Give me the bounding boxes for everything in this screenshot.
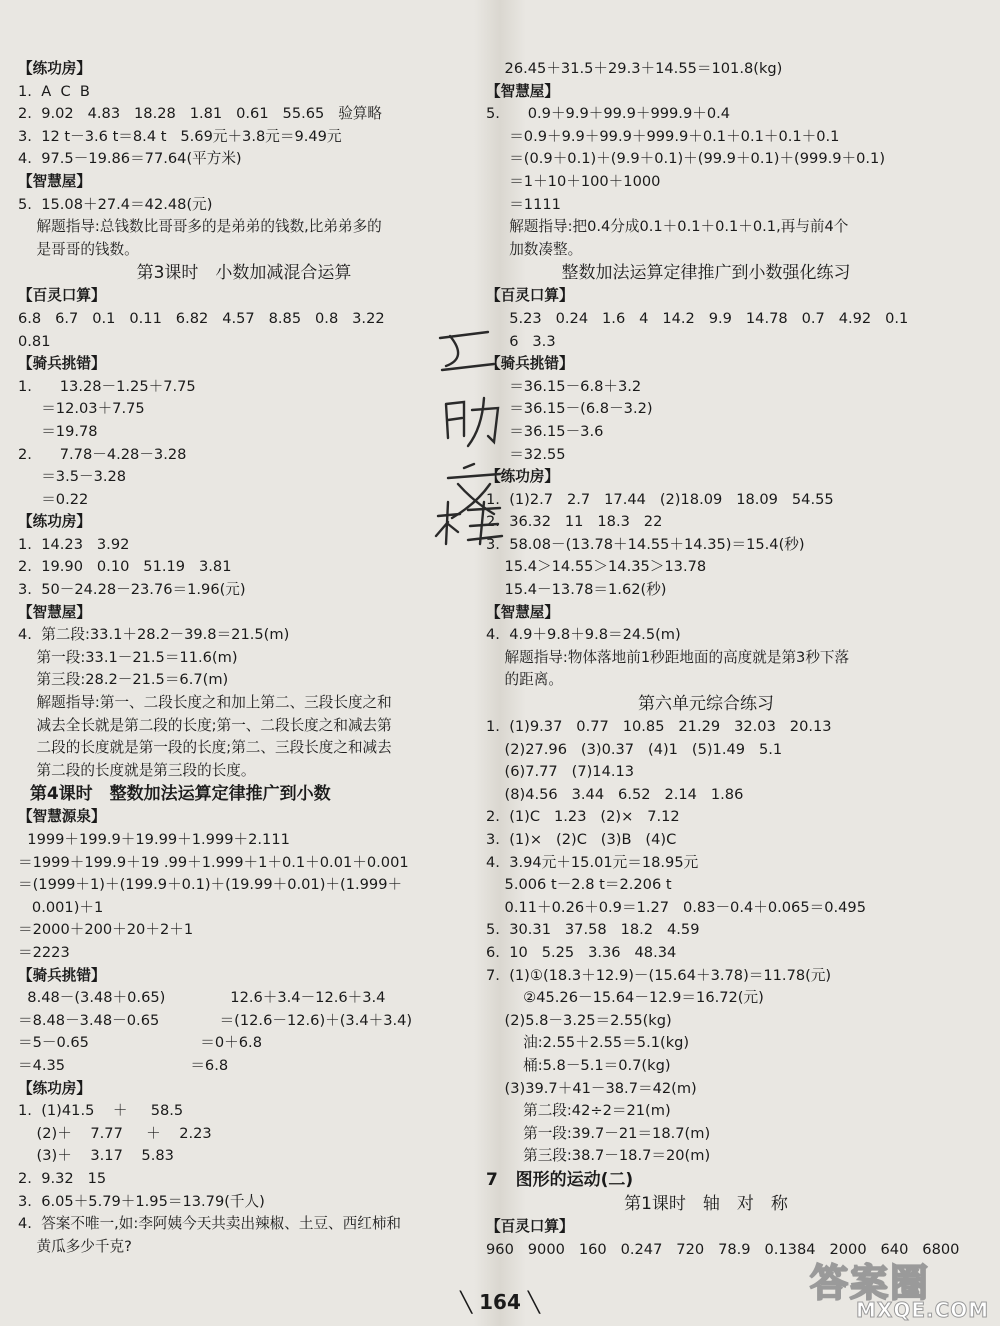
text-line: ＝1＋10＋100＋1000 (486, 172, 661, 190)
text-line: 的距离。 (486, 671, 563, 689)
text-line: ＝0.9＋9.9＋99.9＋999.9＋0.1＋0.1＋0.1＋0.1 (486, 127, 840, 145)
lesson-title: 第1课时 轴 对 称 (624, 1193, 788, 1214)
section-heading: 【练功房】 (486, 468, 559, 486)
text-line: 解题指导:把0.4分成0.1＋0.1＋0.1＋0.1,再与前4个 (486, 218, 849, 236)
section-heading: 【百灵口算】 (486, 287, 574, 305)
text-line: 3. 50－24.28－23.76＝1.96(元) (18, 581, 246, 599)
lesson-title: 7 图形的运动(二) (486, 1169, 634, 1190)
text-line: ＝3.5－3.28 (18, 468, 127, 486)
text-line: 第二段:42÷2＝21(m) (486, 1102, 671, 1120)
text-line: 第三段:38.7－18.7＝20(m) (486, 1147, 711, 1165)
text-line: 5. 30.31 37.58 18.2 4.59 (486, 921, 700, 939)
text-line: 3. 12 t－3.6 t＝8.4 t 5.69元＋3.8元＝9.49元 (18, 127, 342, 145)
section-heading: 【智慧屋】 (18, 172, 91, 190)
text-line: 960 9000 160 0.247 720 78.9 0.1384 2000 640 6800 (486, 1240, 960, 1258)
text-line: 解题指导:总钱数比哥哥多的是弟弟的钱数,比弟弟多的 (18, 218, 382, 236)
section-heading: 【智慧屋】 (486, 603, 559, 621)
text-line: ＝32.55 (486, 445, 566, 463)
text-line: 5. 0.9＋9.9＋99.9＋999.9＋0.4 (486, 105, 731, 123)
page-number: ╲ 164 ╲ (460, 1290, 540, 1314)
text-line: 5.23 0.24 1.6 4 14.2 9.9 14.78 0.7 4.92 0.1 (486, 309, 909, 327)
text-line: 3. 58.08－(13.78＋14.55＋14.35)＝15.4(秒) (486, 535, 805, 553)
text-line: 油:2.55＋2.55＝5.1(kg) (486, 1034, 690, 1052)
text-line: ＝5－0.65 ＝0＋6.8 (18, 1034, 262, 1052)
text-line: ＝(1999＋1)＋(199.9＋0.1)＋(19.99＋0.01)＋(1.999＋ (18, 876, 403, 894)
text-line: 1. A C B (18, 82, 90, 100)
text-line: 6. 10 5.25 3.36 48.34 (486, 943, 677, 961)
text-line: (6)7.77 (7)14.13 (486, 763, 635, 781)
text-line: ＝4.35 ＝6.8 (18, 1056, 229, 1074)
section-heading: 【智慧屋】 (18, 603, 91, 621)
text-line: 第一段:39.7－21＝18.7(m) (486, 1124, 711, 1142)
text-line: 加数凑整。 (486, 240, 583, 258)
text-line: 4. 4.9＋9.8＋9.8＝24.5(m) (486, 626, 681, 644)
text-line: (2)＋ 7.77 ＋ 2.23 (18, 1124, 212, 1142)
section-heading: 【骑兵挑错】 (18, 355, 106, 373)
text-line: (2)27.96 (3)0.37 (4)1 (5)1.49 5.1 (486, 740, 783, 758)
text-line: 15.4－13.78＝1.62(秒) (486, 581, 667, 599)
text-line: ＝(0.9＋0.1)＋(9.9＋0.1)＋(99.9＋0.1)＋(999.9＋0.1) (486, 150, 886, 168)
text-line: 1. (1)2.7 2.7 17.44 (2)18.09 18.09 54.55 (486, 490, 834, 508)
section-heading: 【智慧屋】 (486, 82, 559, 100)
text-line: 5.006 t－2.8 t＝2.206 t (486, 876, 672, 894)
text-line: 4. 3.94元＋15.01元＝18.95元 (486, 853, 699, 871)
section-heading: 【骑兵挑错】 (18, 966, 106, 984)
text-line: ＝36.15－6.8＋3.2 (486, 377, 642, 395)
text-line: 2. 9.02 4.83 18.28 1.81 0.61 55.65 验算略 (18, 105, 383, 123)
section-heading: 【练功房】 (18, 60, 91, 77)
text-line: 2. 36.32 11 18.3 22 (486, 513, 663, 531)
text-line: 5. 15.08＋27.4＝42.48(元) (18, 195, 213, 213)
text-line: ＝2223 (18, 943, 70, 961)
site-watermark (810, 1252, 996, 1324)
text-line: 3. 6.05＋5.79＋1.95＝13.79(千人) (18, 1192, 265, 1210)
text-line: ＝19.78 (18, 422, 98, 440)
text-line: 解题指导:第一、二段长度之和加上第二、三段长度之和 (18, 694, 392, 712)
text-line: 4. 97.5－19.86＝77.64(平方米) (18, 150, 242, 168)
text-line: 7. (1)①(18.3＋12.9)－(15.64＋3.78)＝11.78(元) (486, 966, 832, 984)
section-heading: 【百灵口算】 (486, 1217, 574, 1235)
text-line: 第二段的长度就是第三段的长度。 (18, 761, 256, 779)
text-line: 第三段:28.2－21.5＝6.7(m) (18, 671, 229, 689)
watermark-domain: MXQE.COM (856, 1298, 990, 1322)
text-line: ＝8.48－3.48－0.65 ＝(12.6－12.6)＋(3.4＋3.4) (18, 1011, 413, 1029)
text-line: (8)4.56 3.44 6.52 2.14 1.86 (486, 785, 744, 803)
watermark-logo-text: 答案圈 (810, 1261, 931, 1305)
handwritten-annotation (428, 318, 518, 548)
lesson-title: 第六单元综合练习 (638, 694, 774, 715)
text-line: 3. (1)× (2)C (3)B (4)C (486, 831, 677, 848)
text-line: ＝12.03＋7.75 (18, 400, 145, 418)
lesson-title: 第3课时 小数加减混合运算 (136, 263, 352, 284)
text-line: ＝2000＋200＋20＋2＋1 (18, 921, 194, 939)
text-line: 是哥哥的钱数。 (18, 240, 139, 258)
text-line: ②45.26－15.64－12.9＝16.72(元) (486, 989, 764, 1007)
left-column (18, 58, 470, 1258)
text-line: 2. 7.78－4.28－3.28 (18, 445, 187, 463)
text-line: ＝0.22 (18, 490, 89, 508)
text-line: 1. (1)41.5 ＋ 58.5 (18, 1102, 184, 1120)
text-line: 0.81 (18, 332, 51, 350)
text-line: 6.8 6.7 0.1 0.11 6.82 4.57 8.85 0.8 3.22 (18, 309, 385, 327)
text-line: 黄瓜多少千克? (18, 1237, 132, 1255)
right-column (486, 58, 960, 1261)
text-line: 4. 第二段:33.1＋28.2－39.8＝21.5(m) (18, 626, 290, 644)
text-line: 15.4＞14.55＞14.35＞13.78 (486, 558, 707, 576)
section-heading: 【骑兵挑错】 (486, 355, 574, 373)
text-line: 1. 13.28－1.25＋7.75 (18, 377, 196, 395)
text-line: ＝1111 (486, 195, 561, 213)
text-line: 二段的长度就是第一段的长度;第二、三段长度之和减去 (18, 739, 392, 757)
text-line: 减去全长就是第二段的长度;第一、二段长度之和减去第 (18, 716, 392, 734)
text-line: (2)5.8－3.25＝2.55(kg) (486, 1011, 672, 1029)
text-line: 0.11＋0.26＋0.9＝1.27 0.83－0.4＋0.065＝0.495 (486, 898, 866, 916)
text-line: 1. (1)9.37 0.77 10.85 21.29 32.03 20.13 (486, 718, 832, 736)
section-heading: 【百灵口算】 (18, 287, 106, 305)
text-line: 桶:5.8－5.1＝0.7(kg) (486, 1056, 671, 1074)
text-line: 第一段:33.1－21.5＝11.6(m) (18, 648, 238, 666)
text-line: 2. 19.90 0.10 51.19 3.81 (18, 558, 232, 576)
section-heading: 【练功房】 (18, 513, 91, 531)
text-line: 8.48－(3.48＋0.65) 12.6＋3.4－12.6＋3.4 (18, 989, 386, 1007)
text-line: 2. 9.32 15 (18, 1169, 107, 1187)
text-line: ＝36.15－(6.8－3.2) (486, 400, 653, 418)
text-line: 解题指导:物体落地前1秒距地面的高度就是第3秒下落 (486, 648, 850, 666)
text-line: 6 3.3 (486, 332, 556, 350)
text-line: 1999＋199.9＋19.99＋1.999＋2.111 (18, 831, 290, 848)
text-line: (3)＋ 3.17 5.83 (18, 1147, 174, 1165)
text-line: 0.001)＋1 (18, 898, 104, 916)
text-line: (3)39.7＋41－38.7＝42(m) (486, 1079, 697, 1097)
text-line: 1. 14.23 3.92 (18, 535, 130, 553)
text-line: ＝36.15－3.6 (486, 422, 604, 440)
text-line: 4. 答案不唯一,如:李阿姨今天共卖出辣椒、土豆、西红柿和 (18, 1215, 402, 1233)
lesson-title: 整数加法运算定律推广到小数强化练习 (561, 263, 851, 284)
text-line: 2. (1)C 1.23 (2)× 7.12 (486, 808, 680, 826)
section-heading: 【智慧源泉】 (18, 808, 106, 826)
text-line: ＝1999＋199.9＋19 .99＋1.999＋1＋0.1＋0.01＋0.001 (18, 853, 409, 871)
section-heading: 【练功房】 (18, 1079, 91, 1097)
text-line: 26.45＋31.5＋29.3＋14.55＝101.8(kg) (486, 60, 783, 77)
lesson-title: 第4课时 整数加法运算定律推广到小数 (18, 784, 331, 805)
